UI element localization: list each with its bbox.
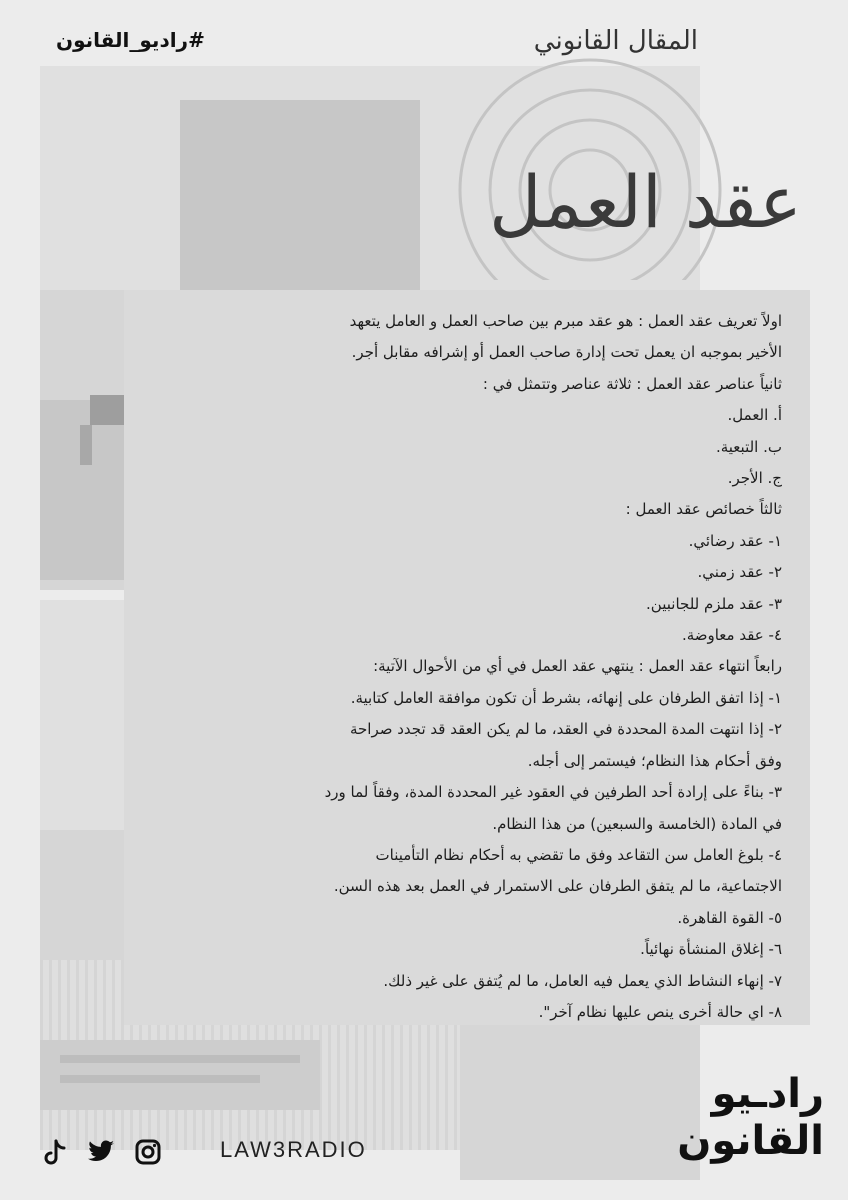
body-line: ب. التبعية. (715, 437, 782, 456)
body-line: ١- إذا اتفق الطرفان على إنهائه، بشرط أن تكون موافقة العامل كتابية. (350, 688, 782, 707)
body-line: ٥- القوة القاهرة. (677, 908, 782, 927)
tiktok-icon[interactable] (40, 1138, 68, 1168)
radio-alqanoon-logo (677, 1071, 824, 1176)
logo-line-1: رادـيو (711, 1071, 824, 1117)
body-line: ٢- عقد زمني. (697, 563, 782, 582)
logo-line-2: القانون (677, 1118, 824, 1164)
body-line: ٤- عقد معاوضة. (681, 626, 782, 645)
body-line: الأخير بموجبه ان يعمل تحت إدارة صاحب العمل أو إشرافه مقابل أجر. (351, 343, 782, 362)
hashtag: #راديو_القانون (56, 28, 205, 52)
body-line: رابعاً انتهاء عقد العمل : ينتهي عقد العمل في أي من الأحوال الآتية: (373, 657, 782, 676)
body-line: ٢- إذا انتهت المدة المحددة في العقد، ما لم يكن العقد قد تجدد صراحة (349, 720, 782, 739)
instagram-icon[interactable] (134, 1138, 162, 1166)
body-line: ٣- عقد ملزم للجانبين. (646, 594, 782, 613)
body-line: ٤- بلوغ العامل سن التقاعد وفق ما تقضي به أحكام نظام التأمينات (375, 845, 782, 864)
gavel-graphic (70, 385, 130, 465)
social-handle[interactable]: LAW3RADIO (220, 1137, 367, 1162)
body-line: الاجتماعية، ما لم يتفق الطرفان على الاستمرار في العمل بعد هذه السن. (333, 877, 782, 896)
body-line: ٧- إنهاء النشاط الذي يعمل فيه العامل، ما لم يُتفق على غير ذلك. (383, 971, 782, 990)
body-line: ١- عقد رضائي. (688, 531, 782, 550)
body-line: ثانياً عناصر عقد العمل : ثلاثة عناصر وتتمثل في : (482, 374, 782, 393)
body-line: ٦- إغلاق المنشأة نهائياً. (640, 940, 782, 959)
body-line: أ. العمل. (727, 406, 782, 425)
body-line: ج. الأجر. (727, 469, 782, 488)
body-line: في المادة (الخامسة والسبعين) من هذا النظام. (492, 814, 782, 833)
section-title: المقال القانوني (533, 26, 698, 56)
body-line: وفق أحكام هذا النظام؛ فيستمر إلى أجله. (527, 751, 782, 770)
body-line: ٣- بناءً على إرادة أحد الطرفين في العقود غير المحددة المدة، وفقاً لما ورد (324, 783, 782, 802)
article-body (124, 290, 810, 1025)
body-line: ٨- اي حالة أخرى ينص عليها نظام آخر". (538, 1002, 782, 1021)
twitter-icon[interactable] (86, 1138, 116, 1166)
article-title: عقد العمل (489, 160, 802, 244)
body-line: اولاً تعريف عقد العمل : هو عقد مبرم بين صاحب العمل و العامل يتعهد (349, 312, 782, 330)
body-line: ثالثاً خصائص عقد العمل : (625, 500, 782, 519)
